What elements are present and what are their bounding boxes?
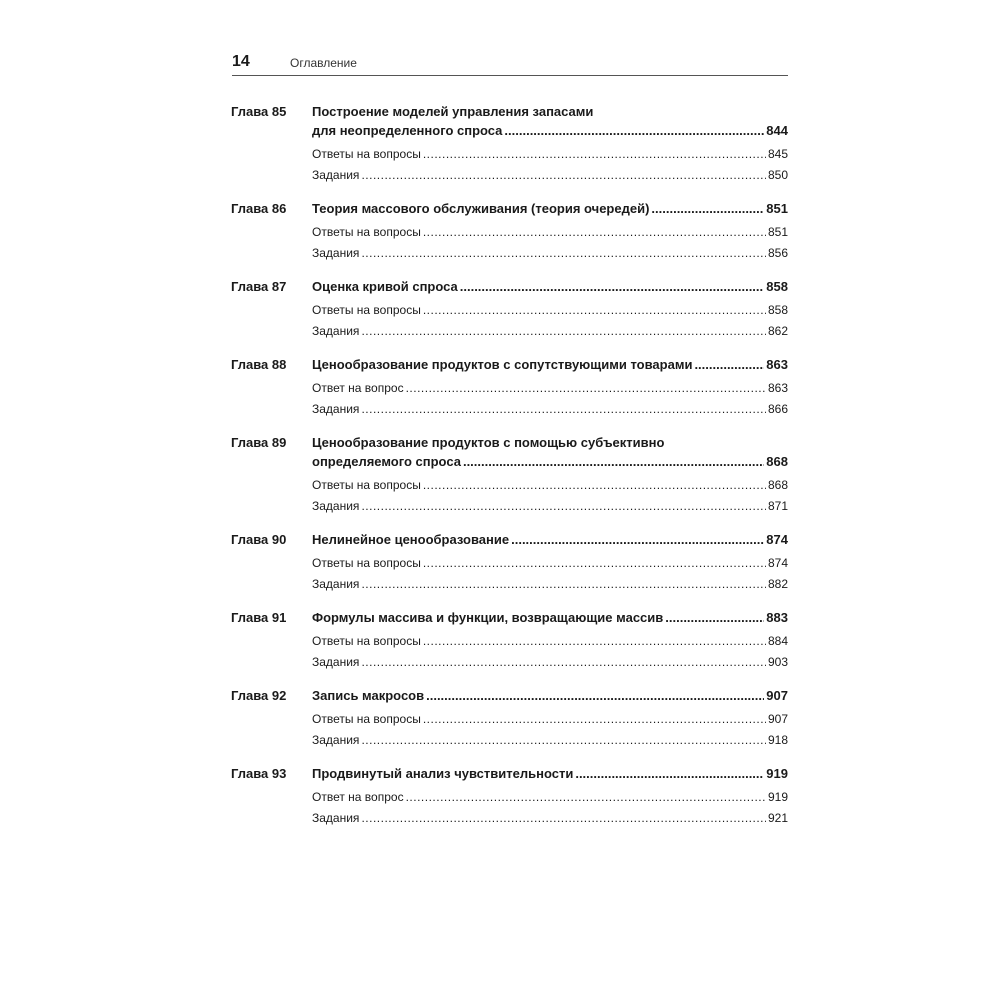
dot-leader (460, 277, 765, 296)
toc-subentry (312, 300, 788, 321)
chapter-title: определяемого спроса (312, 454, 461, 469)
chapter-label: Глава 90 (231, 532, 287, 547)
subentry-label: Ответы на вопросы (312, 147, 421, 161)
chapter-label: Глава 91 (231, 610, 287, 625)
toc-subentry (312, 378, 788, 399)
subentry-page: 871 (767, 499, 788, 513)
chapter-page: 883 (766, 610, 788, 625)
subentry-page: 862 (767, 324, 788, 338)
chapter-heading (312, 102, 788, 140)
toc-subentry (312, 222, 788, 243)
subentry-page: 858 (767, 303, 788, 317)
chapter-label: Глава 87 (231, 279, 287, 294)
toc-chapter (231, 686, 788, 751)
table-of-contents (231, 102, 788, 842)
dot-leader (361, 165, 766, 186)
subentry-label: Ответы на вопросы (312, 712, 421, 726)
subentry-label: Задания (312, 324, 360, 338)
subentry-label: Задания (312, 811, 360, 825)
chapter-page: 868 (766, 454, 788, 469)
subentry-page: 884 (767, 634, 788, 648)
running-title: Оглавление (290, 56, 357, 70)
subentry-label: Ответы на вопросы (312, 556, 421, 570)
chapter-title: для неопределенного спроса (312, 123, 503, 138)
chapter-body (312, 433, 788, 517)
subentry-page: 850 (767, 168, 788, 182)
toc-subentry (312, 553, 788, 574)
toc-subentry (312, 652, 788, 673)
toc-subentry (312, 631, 788, 652)
toc-subentry (312, 709, 788, 730)
subentry-label: Ответы на вопросы (312, 303, 421, 317)
chapter-title-line (312, 277, 788, 296)
subentry-page: 919 (767, 790, 788, 804)
subentry-label: Задания (312, 402, 360, 416)
subentry-page: 874 (767, 556, 788, 570)
chapter-heading (312, 355, 788, 374)
toc-subentry (312, 787, 788, 808)
subentry-page: 882 (767, 577, 788, 591)
dot-leader (694, 355, 764, 374)
subentry-label: Ответы на вопросы (312, 478, 421, 492)
toc-chapter (231, 199, 788, 264)
subentry-label: Ответ на вопрос (312, 790, 404, 804)
chapter-body (312, 199, 788, 264)
dot-leader (511, 530, 764, 549)
subentry-page: 918 (767, 733, 788, 747)
dot-leader (361, 321, 766, 342)
dot-leader (423, 300, 766, 321)
toc-subentry (312, 574, 788, 595)
chapter-title: Нелинейное ценообразование (312, 532, 510, 547)
chapter-heading (312, 199, 788, 218)
toc-subentry (312, 808, 788, 829)
toc-chapter (231, 530, 788, 595)
chapter-title-line (312, 199, 788, 218)
subentry-page: 921 (767, 811, 788, 825)
chapter-body (312, 102, 788, 186)
toc-chapter (231, 102, 788, 186)
chapter-title-line (312, 686, 788, 705)
subentry-label: Задания (312, 733, 360, 747)
dot-leader (665, 608, 764, 627)
chapter-body (312, 355, 788, 420)
subentry-label: Задания (312, 499, 360, 513)
dot-leader (361, 652, 766, 673)
chapter-heading (312, 764, 788, 783)
dot-leader (361, 243, 766, 264)
toc-subentry (312, 165, 788, 186)
chapter-title: Теория массового обслуживания (теория очередей) (312, 201, 650, 216)
toc-chapter (231, 764, 788, 829)
subentry-label: Ответ на вопрос (312, 381, 404, 395)
subentry-page: 845 (767, 147, 788, 161)
chapter-title-line (312, 764, 788, 783)
subentry-page: 863 (767, 381, 788, 395)
subentry-page: 907 (767, 712, 788, 726)
running-header (232, 52, 788, 76)
dot-leader (504, 121, 764, 140)
chapter-page: 844 (766, 123, 788, 138)
toc-chapter (231, 433, 788, 517)
toc-subentry (312, 399, 788, 420)
subentry-label: Ответы на вопросы (312, 634, 421, 648)
chapter-body (312, 608, 788, 673)
page-number: 14 (232, 53, 250, 70)
subentry-page: 903 (767, 655, 788, 669)
dot-leader (575, 764, 764, 783)
chapter-heading (312, 433, 788, 471)
subentry-label: Задания (312, 246, 360, 260)
subentry-label: Ответы на вопросы (312, 225, 421, 239)
chapter-page: 851 (766, 201, 788, 216)
chapter-title-line (312, 121, 788, 140)
chapter-heading (312, 277, 788, 296)
chapter-page: 863 (766, 357, 788, 372)
toc-subentry (312, 496, 788, 517)
chapter-title-line (312, 452, 788, 471)
chapter-page: 858 (766, 279, 788, 294)
chapter-page: 907 (766, 688, 788, 703)
subentry-page: 868 (767, 478, 788, 492)
header-rule (232, 75, 788, 76)
toc-subentry (312, 144, 788, 165)
dot-leader (423, 553, 766, 574)
chapter-title: Оценка кривой спроса (312, 279, 458, 294)
dot-leader (406, 787, 766, 808)
chapter-title-line1: Ценообразование продуктов с помощью субъективно (312, 435, 665, 450)
chapter-heading (312, 608, 788, 627)
toc-chapter (231, 355, 788, 420)
subentry-label: Задания (312, 577, 360, 591)
subentry-page: 851 (767, 225, 788, 239)
subentry-label: Задания (312, 168, 360, 182)
dot-leader (361, 399, 766, 420)
chapter-title: Запись макросов (312, 688, 425, 703)
chapter-title-line (312, 608, 788, 627)
dot-leader (361, 574, 766, 595)
toc-subentry (312, 243, 788, 264)
dot-leader (423, 631, 766, 652)
chapter-label: Глава 85 (231, 104, 287, 119)
chapter-label: Глава 92 (231, 688, 287, 703)
subentry-page: 856 (767, 246, 788, 260)
dot-leader (423, 222, 766, 243)
dot-leader (651, 199, 764, 218)
chapter-title-line1: Построение моделей управления запасами (312, 104, 594, 119)
chapter-title-line (312, 530, 788, 549)
chapter-title: Продвинутый анализ чувствительности (312, 766, 574, 781)
dot-leader (423, 709, 766, 730)
toc-subentry (312, 730, 788, 751)
chapter-title-line (312, 355, 788, 374)
chapter-heading (312, 686, 788, 705)
dot-leader (361, 730, 766, 751)
toc-subentry (312, 475, 788, 496)
dot-leader (423, 144, 766, 165)
chapter-body (312, 530, 788, 595)
chapter-title: Формулы массива и функции, возвращающие массив (312, 610, 664, 625)
subentry-page: 866 (767, 402, 788, 416)
chapter-heading (312, 530, 788, 549)
chapter-label: Глава 93 (231, 766, 287, 781)
chapter-page: 874 (766, 532, 788, 547)
toc-subentry (312, 321, 788, 342)
chapter-body (312, 277, 788, 342)
toc-chapter (231, 277, 788, 342)
dot-leader (361, 808, 766, 829)
dot-leader (423, 475, 766, 496)
dot-leader (361, 496, 766, 517)
dot-leader (463, 452, 764, 471)
chapter-page: 919 (766, 766, 788, 781)
chapter-label: Глава 86 (231, 201, 287, 216)
subentry-label: Задания (312, 655, 360, 669)
toc-chapter (231, 608, 788, 673)
dot-leader (406, 378, 766, 399)
chapter-label: Глава 88 (231, 357, 287, 372)
dot-leader (426, 686, 764, 705)
chapter-body (312, 686, 788, 751)
chapter-title: Ценообразование продуктов с сопутствующими товарами (312, 357, 693, 372)
chapter-body (312, 764, 788, 829)
chapter-label: Глава 89 (231, 435, 287, 450)
